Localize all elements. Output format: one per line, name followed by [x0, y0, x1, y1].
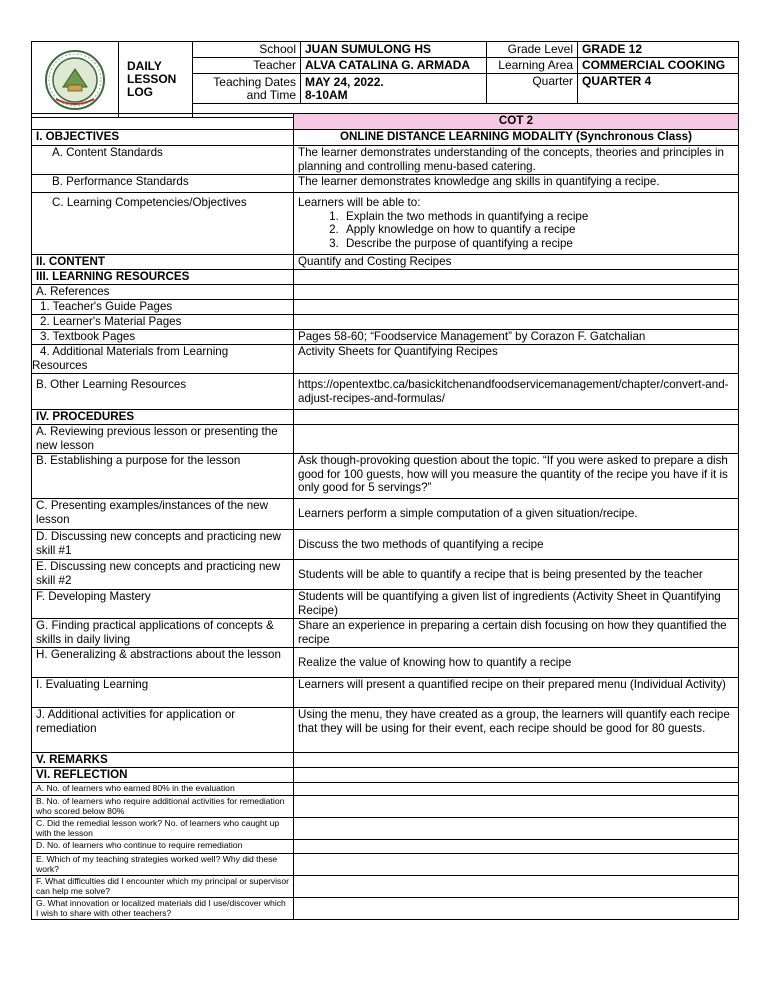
reflection-question: D. No. of learners who continue to require remediation [32, 840, 294, 854]
lesson-log-table [31, 113, 739, 920]
competency-item: 3. Describe the purpose of quantifying a recipe [342, 237, 734, 251]
procedure-label: I. Evaluating Learning [32, 678, 294, 708]
procedure-text: Ask though-provoking question about the topic. “If you were asked to prepare a dish good for 100 guests, how will you measure the quantity of the recipe you have if it is only good for 5 servings?” [294, 454, 739, 499]
procedures-empty [294, 410, 739, 425]
title-line-3: LOG [127, 85, 153, 99]
performance-standards-text: The learner demonstrates knowledge ang skills in quantifying a recipe. [294, 175, 739, 193]
learning-area-value: COMMERCIAL COOKING [578, 58, 739, 74]
procedure-label: D. Discussing new concepts and practicing new skill #1 [32, 530, 294, 560]
procedure-text: Students will be quantifying a given list of ingredients (Activity Sheet in Quantifying Recipe) [294, 590, 739, 619]
content-heading: II. CONTENT [32, 255, 294, 270]
competencies-label: C. Learning Competencies/Objectives [32, 193, 294, 255]
title-line-2: LESSON [127, 72, 177, 86]
cot-left-cell [32, 114, 294, 130]
procedure-text: Students will be able to quantify a recipe that is being presented by the teacher [294, 560, 739, 590]
procedure-text: Learners perform a simple computation of a given situation/recipe. [294, 499, 739, 530]
title-line-1: DAILY [127, 59, 162, 73]
reflection-answer [294, 876, 739, 898]
teacher-value: ALVA CATALINA G. ARMADA [301, 58, 487, 74]
learning-area-label: Learning Area [487, 58, 578, 74]
procedure-text: Share an experience in preparing a certain dish focusing on how they quantified the recipe [294, 619, 739, 648]
header-table [31, 41, 739, 118]
quarter-label: Quarter [487, 74, 578, 104]
procedure-label: B. Establishing a purpose for the lesson [32, 454, 294, 499]
reflection-answer [294, 840, 739, 854]
reflection-answer [294, 898, 739, 920]
additional-materials-line2: Resources [32, 358, 88, 372]
learners-material-empty [294, 315, 739, 330]
competency-item: 1. Explain the two methods in quantifying a recipe [342, 210, 734, 224]
textbook-label: 3. Textbook Pages [32, 330, 294, 345]
seal-cell [32, 42, 119, 118]
teachers-guide-empty [294, 300, 739, 315]
quarter-value: QUARTER 4 [578, 74, 739, 104]
procedure-label: J. Additional activities for application or remediation [32, 708, 294, 753]
procedure-text: Learners will present a quantified recipe on their prepared menu (Individual Activity) [294, 678, 739, 708]
teacher-label: Teacher [193, 58, 301, 74]
additional-materials-text: Activity Sheets for Quantifying Recipes [294, 345, 739, 374]
procedure-label: A. Reviewing previous lesson or presenting the new lesson [32, 425, 294, 454]
reflection-question: C. Did the remedial lesson work? No. of learners who caught up with the lesson [32, 818, 294, 840]
reflection-heading: VI. REFLECTION [32, 768, 294, 783]
procedure-text: Realize the value of knowing how to quantify a recipe [294, 648, 739, 678]
other-resources-label: B. Other Learning Resources [32, 374, 294, 410]
procedure-label: E. Discussing new concepts and practicing new skill #2 [32, 560, 294, 590]
reflection-question: E. Which of my teaching strategies worked well? Why did these work? [32, 854, 294, 876]
teaching-time: 8-10AM [305, 87, 348, 102]
reflection-answer [294, 783, 739, 796]
reflection-empty [294, 768, 739, 783]
teaching-dates-label-line1: Teaching Dates [213, 74, 296, 89]
reflection-answer [294, 854, 739, 876]
procedure-text: Using the menu, they have created as a group, the learners will quantify each recipe that they will be using for their event, each recipe should be good for 80 guests. [294, 708, 739, 753]
daily-lesson-log-title [119, 42, 193, 118]
learners-material-label: 2. Learner's Material Pages [32, 315, 294, 330]
remarks-heading: V. REMARKS [32, 753, 294, 768]
grade-level-value: GRADE 12 [578, 42, 739, 58]
procedure-text: Discuss the two methods of quantifying a recipe [294, 530, 739, 560]
procedure-label: G. Finding practical applications of concepts & skills in daily living [32, 619, 294, 648]
performance-standards-label: B. Performance Standards [32, 175, 294, 193]
reflection-question: B. No. of learners who require additional activities for remediation who scored below 80% [32, 796, 294, 818]
teaching-dates-value [301, 74, 487, 104]
competency-item: 2. Apply knowledge on how to quantify a recipe [342, 223, 734, 237]
teaching-date: MAY 24, 2022. [305, 74, 384, 89]
reflection-question: F. What difficulties did I encounter which my principal or supervisor can help me solve? [32, 876, 294, 898]
resources-empty [294, 270, 739, 285]
remarks-empty [294, 753, 739, 768]
school-label: School [193, 42, 301, 58]
competencies-list [298, 210, 734, 251]
content-standards-label: A. Content Standards [32, 146, 294, 175]
teaching-dates-label-line2: and Time [246, 87, 296, 102]
school-seal-icon [44, 49, 106, 111]
procedures-heading: IV. PROCEDURES [32, 410, 294, 425]
teaching-dates-label [193, 74, 301, 104]
references-empty [294, 285, 739, 300]
objectives-heading: I. OBJECTIVES [32, 130, 294, 146]
reflection-question: G. What innovation or localized materials did I use/discover which I wish to share with other teachers? [32, 898, 294, 920]
cot-label: COT 2 [294, 114, 739, 130]
procedure-text [294, 425, 739, 454]
teachers-guide-label: 1. Teacher's Guide Pages [32, 300, 294, 315]
competencies-cell [294, 193, 739, 255]
resources-heading: III. LEARNING RESOURCES [32, 270, 294, 285]
competencies-intro: Learners will be able to: [298, 196, 421, 209]
reflection-question: A. No. of learners who earned 80% in the evaluation [32, 783, 294, 796]
content-standards-text: The learner demonstrates understanding of the concepts, theories and principles in planning and controlling menu-based catering. [294, 146, 739, 175]
textbook-text: Pages 58-60; “Foodservice Management” by Corazon F. Gatchalian [294, 330, 739, 345]
references-label: A. References [32, 285, 294, 300]
content-text: Quantify and Costing Recipes [294, 255, 739, 270]
school-value: JUAN SUMULONG HS [301, 42, 487, 58]
additional-materials-label [32, 345, 294, 374]
reflection-answer [294, 796, 739, 818]
grade-level-label: Grade Level [487, 42, 578, 58]
procedure-label: H. Generalizing & abstractions about the lesson [32, 648, 294, 678]
modality-label: ONLINE DISTANCE LEARNING MODALITY (Synchronous Class) [294, 130, 739, 146]
procedure-label: F. Developing Mastery [32, 590, 294, 619]
procedure-label: C. Presenting examples/instances of the new lesson [32, 499, 294, 530]
additional-materials-line1: 4. Additional Materials from Learning [40, 345, 229, 358]
reflection-answer [294, 818, 739, 840]
other-resources-link[interactable]: https://opentextbc.ca/basickitchenandfoodservicemanagement/chapter/convert-and-adjust-recipes-and-formulas/ [294, 374, 739, 410]
